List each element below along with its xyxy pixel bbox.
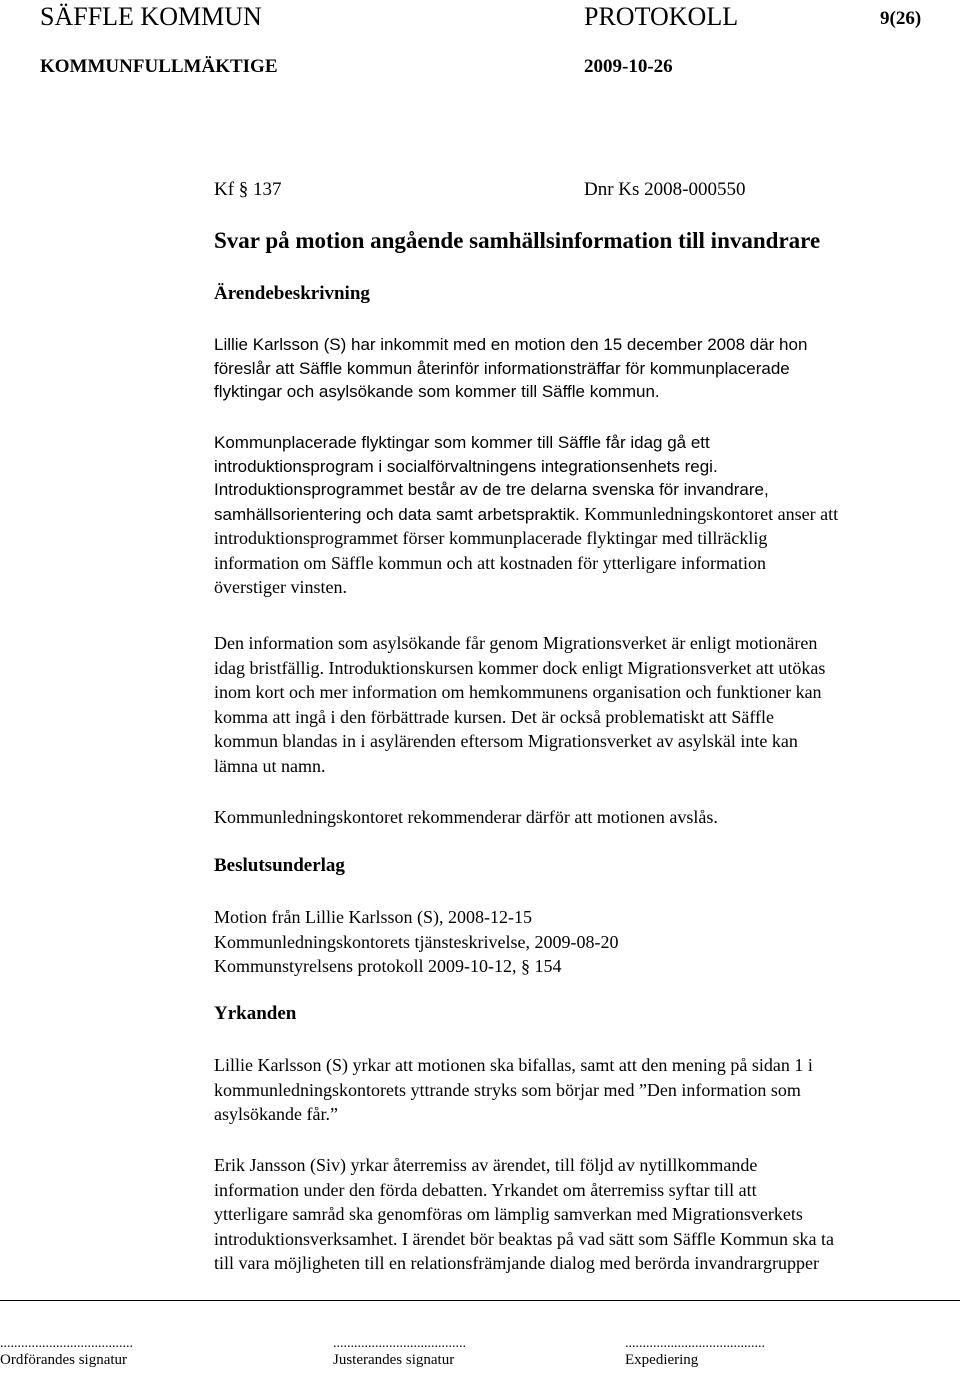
signature-line: ...................................... xyxy=(0,1336,133,1351)
doc-type: PROTOKOLL xyxy=(584,2,739,31)
paragraph-yrkanden-2 xyxy=(214,1153,954,1276)
text-line: asylsökande får.” xyxy=(214,1104,338,1125)
text-line: överstiger vinsten. xyxy=(214,577,347,598)
signature-label-adjuster: Justerandes signatur xyxy=(333,1352,455,1368)
text-line: introduktionsverksamhet. I ärendet bör beaktas på vad sätt som Säffle Kommun ska ta xyxy=(214,1228,835,1249)
beslutsunderlag-list xyxy=(214,905,954,979)
case-title: Svar på motion angående samhällsinformation till invandrare xyxy=(214,228,821,253)
text-line: till vara möjligheten till en relationsfrämjande dialog med berörda invandrargrupper xyxy=(214,1253,819,1274)
list-item: Kommunstyrelsens protokoll 2009-10-12, § 154 xyxy=(214,956,562,977)
text-line: Introduktionsprogrammet består av de tre delarna svenska för invandrare, xyxy=(214,480,769,499)
text-line: information under den förda debatten. Yrkandet om återremiss syftar till att xyxy=(214,1179,757,1200)
signature-label-chair: Ordförandes signatur xyxy=(0,1352,128,1368)
case-number: Kf § 137 xyxy=(214,179,282,200)
text-line: Kommunplacerade flyktingar som kommer till Säffle får idag gå ett xyxy=(214,433,710,452)
list-item: Kommunledningskontorets tjänsteskrivelse, 2009-08-20 xyxy=(214,931,619,952)
paragraph-yrkanden-1 xyxy=(214,1053,954,1127)
org-name: SÄFFLE KOMMUN xyxy=(40,2,262,31)
text-line: Erik Jansson (Siv) yrkar återremiss av ärendet, till följd av nytillkommande xyxy=(214,1155,758,1175)
section-heading-beslutsunderlag: Beslutsunderlag xyxy=(214,855,345,876)
list-item: Motion från Lillie Karlsson (S), 2008-12-15 xyxy=(214,907,532,927)
text-line: föreslår att Säffle kommun återinför informationsträffar för kommunplacerade xyxy=(214,358,790,378)
section-heading-yrkanden: Yrkanden xyxy=(214,1003,297,1024)
text-line: introduktionsprogram i socialförvaltningens integrationsenhets regi. xyxy=(214,456,718,476)
text-line: kommunledningskontorets yttrande stryks som börjar med ”Den information som xyxy=(214,1079,801,1100)
paragraph-arende-2 xyxy=(214,431,954,600)
text-line: idag bristfällig. Introduktionskursen kommer dock enligt Migrationsverket att utökas xyxy=(214,657,826,678)
text-line: lämna ut namn. xyxy=(214,755,326,776)
signature-line: ...................................... xyxy=(333,1336,466,1351)
text-line: samhällsorientering och data samt arbetspraktik. xyxy=(214,504,580,524)
footer-divider xyxy=(0,1300,960,1301)
signature-label-dispatch: Expediering xyxy=(625,1352,699,1368)
text-line: Kommunledningskontoret anser att xyxy=(579,503,839,524)
signature-line: ........................................ xyxy=(625,1336,765,1351)
body-name: KOMMUNFULLMÄKTIGE xyxy=(40,56,278,77)
text-line: introduktionsprogrammet förser kommunplacerade flyktingar med tillräcklig xyxy=(214,528,768,549)
paragraph-arende-4 xyxy=(214,805,954,830)
paragraph-arende-3 xyxy=(214,631,954,779)
section-heading-arende: Ärendebeskrivning xyxy=(214,283,370,304)
meeting-date: 2009-10-26 xyxy=(584,56,673,77)
text-line: komma att ingå i den förbättrade kursen. Det är också problematiskt att Säffle xyxy=(214,706,774,727)
page-number: 9(26) xyxy=(880,8,922,29)
text-line: kommun blandas in i asylärenden eftersom Migrationsverket av asylskäl inte kan xyxy=(214,731,798,752)
paragraph-arende-1 xyxy=(214,333,954,404)
text-line: Kommunledningskontoret rekommenderar därför att motionen avslås. xyxy=(214,807,718,827)
text-line: Lillie Karlsson (S) har inkommit med en motion den 15 december 2008 där hon xyxy=(214,335,808,354)
text-line: Lillie Karlsson (S) yrkar att motionen ska bifallas, samt att den mening på sidan 1 i xyxy=(214,1055,813,1075)
text-line: inom kort och mer information om hemkommunens organisation och funktioner kan xyxy=(214,682,822,703)
text-line: flyktingar och asylsökande som kommer till Säffle kommun. xyxy=(214,382,660,401)
text-line: ytterligare samråd ska genomföras om lämplig samverkan med Migrationsverkets xyxy=(214,1204,803,1225)
text-line: information om Säffle kommun och att kostnaden för ytterligare information xyxy=(214,552,767,573)
text-line: Den information som asylsökande får genom Migrationsverket är enligt motionären xyxy=(214,633,818,653)
case-dnr: Dnr Ks 2008-000550 xyxy=(584,179,746,200)
